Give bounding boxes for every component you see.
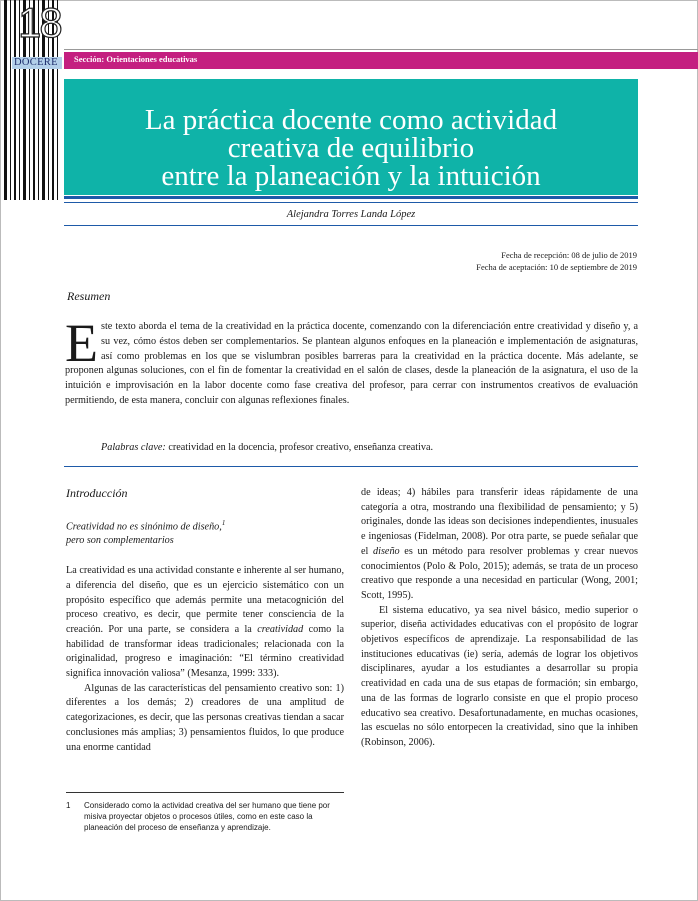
keywords: [101, 442, 433, 453]
issue-number: 18: [18, 0, 61, 46]
author-rule-bottom: [64, 225, 638, 226]
footnote-rule: [66, 792, 344, 793]
keywords-label: Palabras clave:: [101, 442, 166, 453]
top-rule: [64, 49, 698, 50]
paragraph-1-emphasis: creatividad: [257, 623, 304, 635]
paragraph-1-part-b: como la habilidad de transformar ideas tradicionales; relacionada con la originalidad, progreso e imaginación: “El término creatividad significa innovación valiosa” (Mesanza, 1999: 333).: [66, 623, 344, 680]
subheading-line-1: Creatividad no es sinónimo de diseño,: [66, 521, 222, 533]
paragraph-1-part-a: La creatividad es una actividad constante e inherente al ser humano, a diferencia del diseño, que es un ejercicio sistemático con un propósito específico que además permite una metacognición del proceso creativo, es decir, que permite tener consciencia de la creación. Por una parte, se considera a la: [66, 565, 344, 635]
received-date: Fecha de recepción: 08 de julio de 2019: [501, 250, 637, 260]
paragraph-2-part-b: es un método para resolver problemas y crear nuevos conocimientos (Polo & Polo, 2015); además, se trata de un proceso creativo que responde a una necesidad en particular (Wong, 2001; Scott, 1995).: [361, 545, 638, 601]
abstract-text: ste texto aborda el tema de la creatividad en la práctica docente, comenzando con la diferenciación entre creatividad y diseño y, a su vez, cómo éstos deben ser complementarios. Se plantean algunos enfoques en la planeación e implementación de asignaturas, así como problemas en los que se vislumbran posibles barreras para la creatividad en la práctica docente. Más adelante, se proponen algunas soluciones, con el fin de fomentar la creatividad en el salón de clases, desde la planeación de la asignatura, el uso de la intuición e improvisación en la labor docente como fase creativa del profesor, para cerrar con instrumentos creativos de evaluación permitiendo, de esta manera, concluir con algunas reflexiones finales.: [65, 321, 638, 406]
section-divider: [64, 466, 638, 467]
article-title: [64, 106, 638, 190]
dates-block: [476, 250, 637, 273]
drop-cap: E: [65, 313, 98, 373]
abstract-heading: Resumen: [67, 289, 111, 303]
logo-text: DOCERE: [14, 57, 58, 68]
title-banner: [64, 79, 638, 195]
footnote: [66, 800, 344, 833]
title-line-1: La práctica docente como actividad: [144, 104, 558, 136]
footnote-text: Considerado como la actividad creativa del ser humano que tiene por misiva proyectar objetos o procesos útiles, como en este caso la planeación del proceso de enseñanza y aprendizaje.: [84, 801, 330, 832]
column-right: [361, 486, 638, 751]
paragraph-2-start: [66, 682, 344, 756]
subheading-line-2: pero son complementarios: [66, 535, 174, 547]
intro-heading: Introducción: [66, 486, 128, 500]
footnote-ref: 1: [221, 518, 226, 527]
column-left: [66, 486, 344, 755]
title-rule: [64, 196, 638, 199]
paragraph-2-continued: [361, 486, 638, 604]
footnote-number: 1: [66, 801, 71, 810]
title-line-3: entre la planeación y la intuición: [161, 160, 541, 192]
subheading: [66, 516, 344, 548]
journal-logo: [12, 57, 62, 69]
section-bar: [64, 52, 698, 69]
paragraph-3: El sistema educativo, ya sea nivel básico, medio superior o superior, diseña actividades educativas con el propósito de lograr objetivos específicos de aprendizaje. La responsabilidad de las instituciones educativas (ie) sería, además de lograr los objetivos disciplinares, ayudar a los estudiantes a desarrollar su propia creatividad en cada una de sus etapas de formación; sin embargo, una de las formas de lograrlo consiste en que el propio proceso educativo sea creativo. Desafortunadamente, en muchas ocasiones, las escuelas no sólo entorpecen la creatividad, sino que la inhiben (Robinson, 2006).: [361, 604, 638, 748]
paragraph-2-part-a: Algunas de las características del pensamiento creativo son: 1) diferentes a los demás; 2) creadores de una amplitud de categorizaciones, es decir, que las personas creativas tiendan a sacar conclusiones más amplias; 3) pensamientos fluidos, lo que produce una enorme cantidad: [66, 682, 344, 753]
paragraph-1: [66, 564, 344, 682]
paragraph-2-emphasis: diseño: [373, 545, 400, 557]
title-line-2: creativa de equilibrio: [227, 132, 475, 164]
author-name: Alejandra Torres Landa López: [286, 209, 416, 220]
keywords-text: creatividad en la docencia, profesor creativo, enseñanza creativa.: [165, 442, 434, 453]
author-rule-top: [64, 202, 638, 203]
section-label: Sección: Orientaciones educativas: [74, 54, 198, 64]
abstract-body: [65, 313, 638, 409]
accepted-date: Fecha de aceptación: 10 de septiembre de 2019: [476, 261, 637, 272]
paragraph-2-continuation: de ideas; 4) hábiles para transferir ideas rápidamente de una categoría a otra, mostrando una flexibilidad de pensamiento; y 5) originales, donde las ideas son decisiones independientes, inusuales e ingeniosas (Fidelman, 2008). Por otra parte, se puede señalar que el: [361, 487, 638, 557]
